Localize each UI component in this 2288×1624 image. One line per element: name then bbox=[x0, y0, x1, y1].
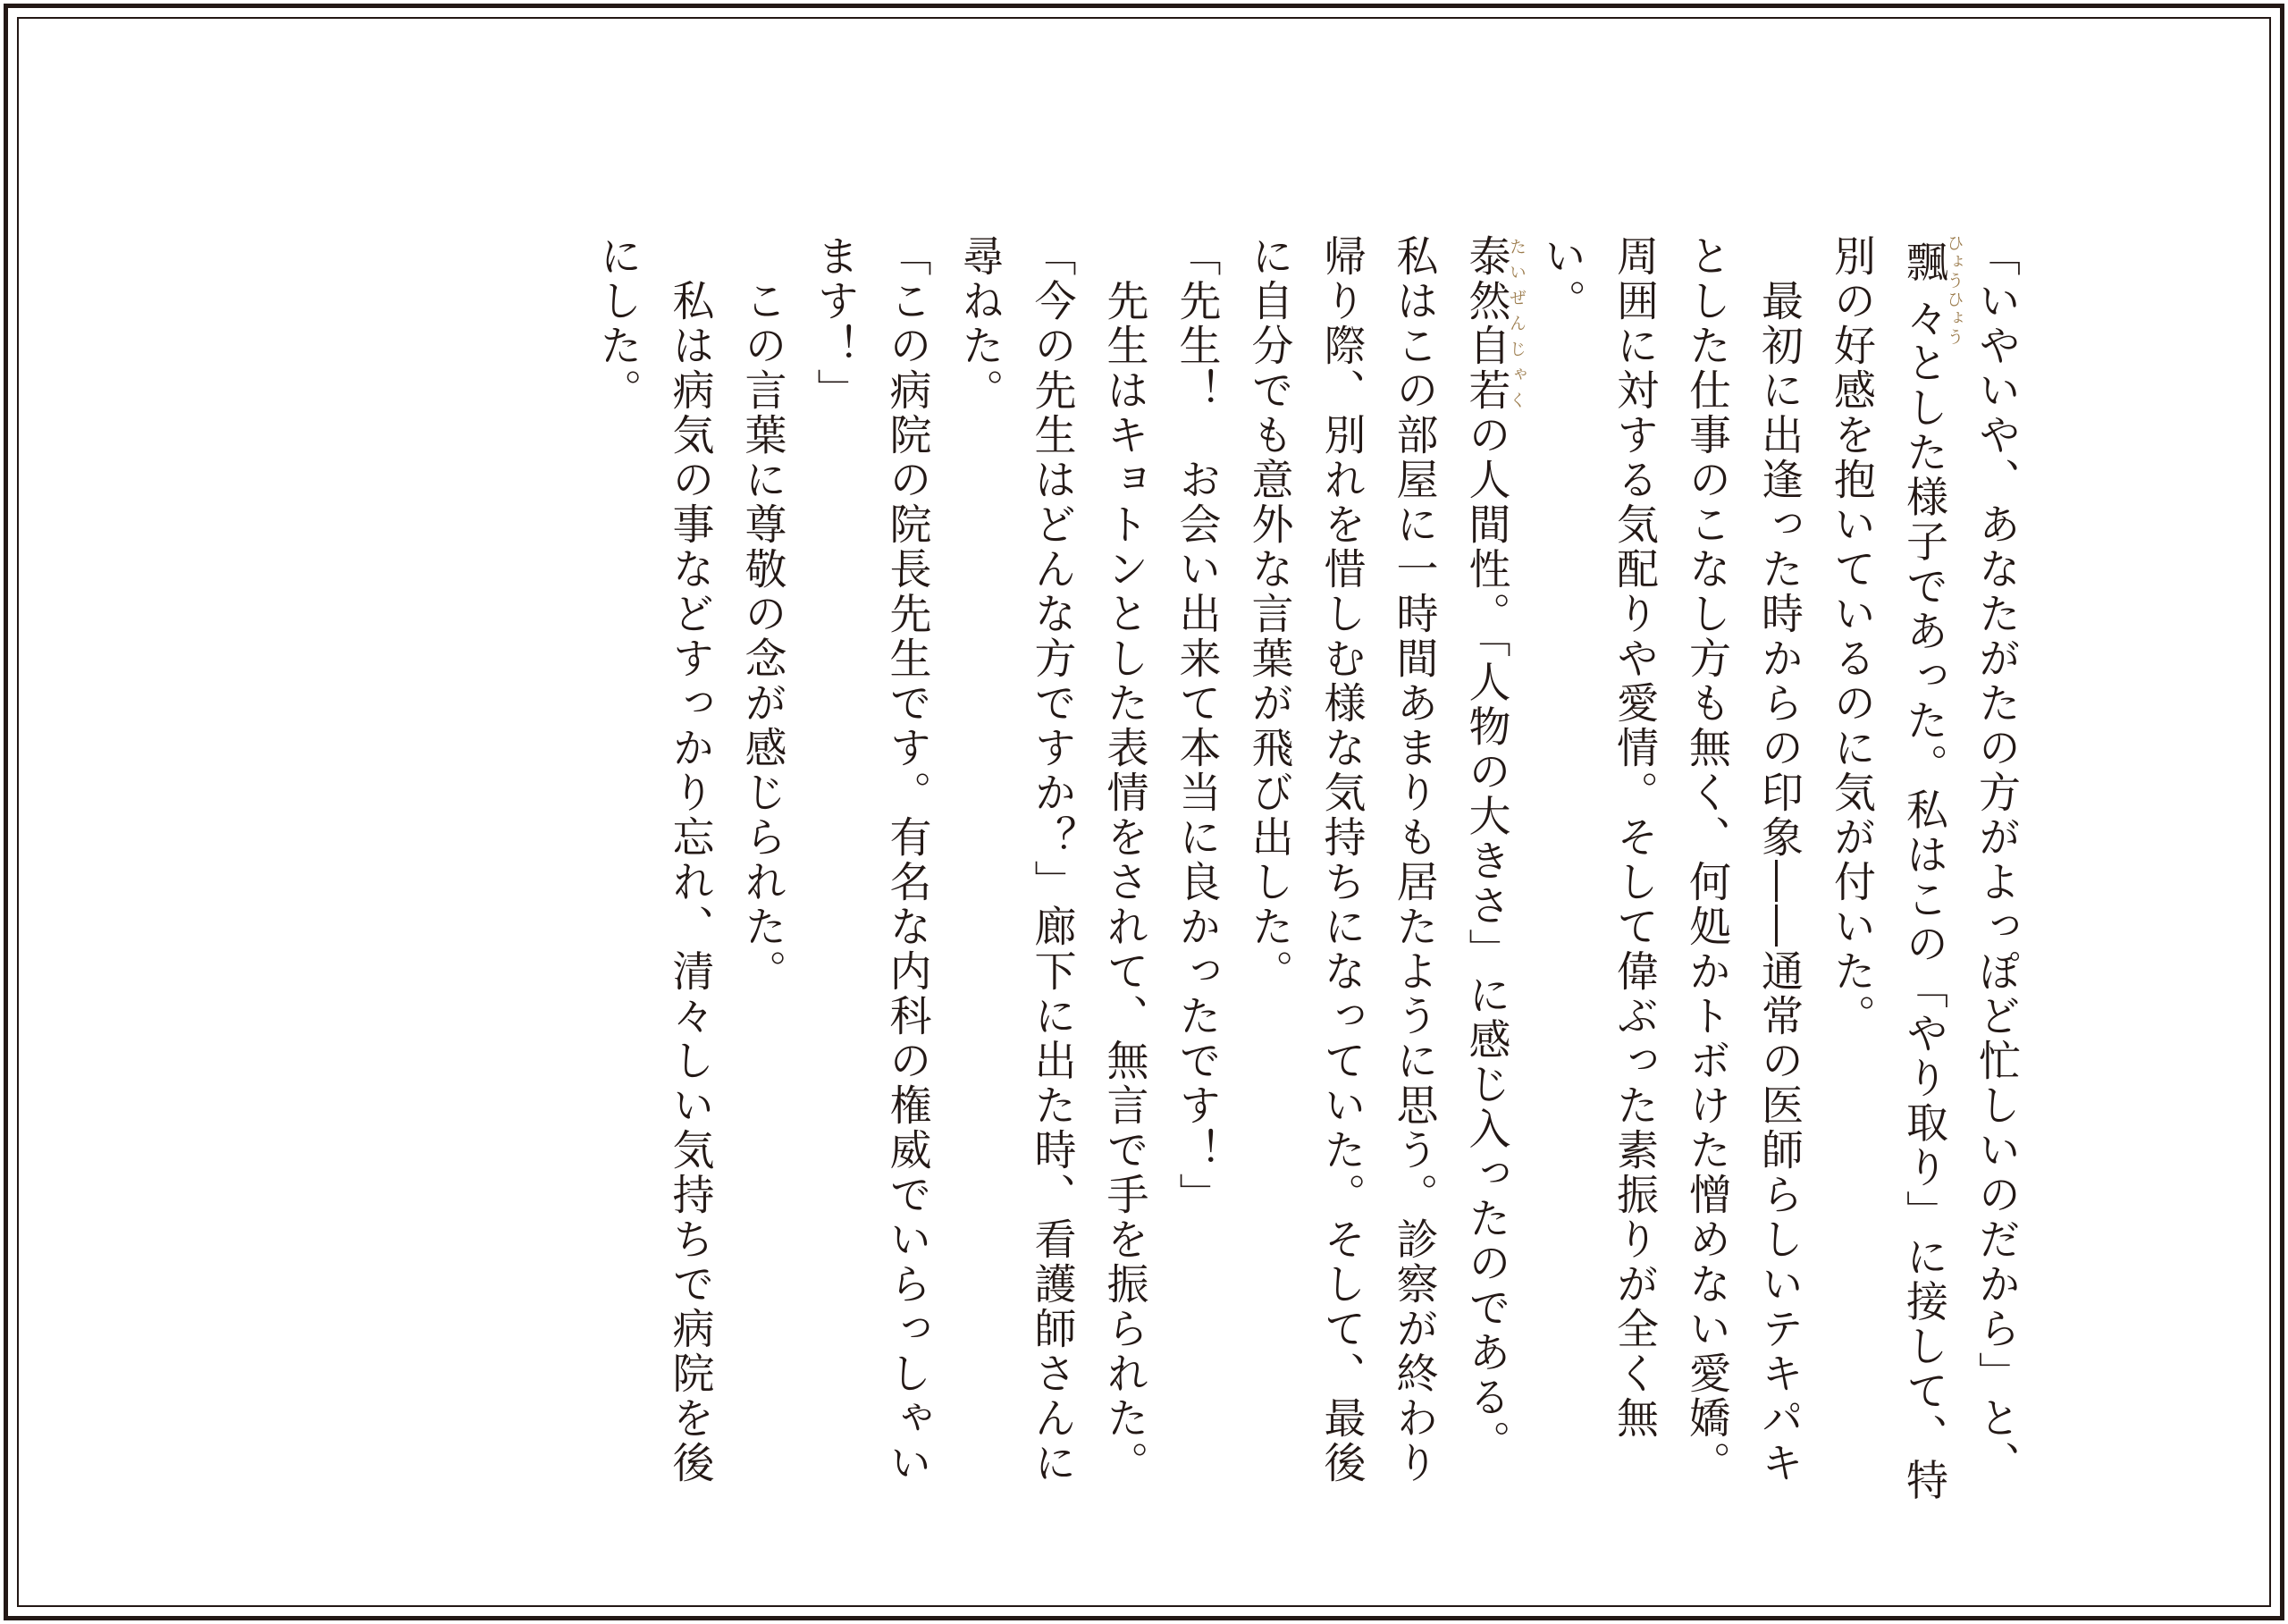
paragraph-5: 先生はキョトンとした表情をされて、無言で手を振られた。 bbox=[1099, 234, 1149, 1485]
paragraph-2: 最初に出逢った時からの印象――通常の医師らしいテキパキとした仕事のこなし方も無く、何処かトボけた憎めない愛嬌。周囲に対する気配りや愛情。そして偉ぶった素振りが全く無い。 bbox=[1537, 234, 1804, 1485]
paragraph-4: 「先生！ お会い出来て本当に良かったです！」 bbox=[1172, 234, 1222, 1217]
vertical-text-body bbox=[582, 234, 2033, 1503]
paragraph-9: 私は病気の事などすっかり忘れ、清々しい気持ちで病院を後にした。 bbox=[593, 234, 715, 1485]
paragraph-1 bbox=[1815, 234, 2032, 1503]
paragraph-6: 「今の先生はどんな方ですか？」廊下に出た時、看護師さんに尋ねた。 bbox=[955, 234, 1077, 1485]
ruby-hyouhyou bbox=[1899, 234, 1964, 347]
ruby-reading: ひょうひょう bbox=[1944, 234, 1964, 347]
paragraph-text: の人間性。「人物の大きさ」に感じ入ったのである。私はこの部屋に一時間あまりも居たように思う。診察が終わり帰り際、別れを惜しむ様な気持ちになっていた。そして、最後に自分でも意外な言葉が飛び出した。 bbox=[1244, 234, 1511, 1485]
paragraph-8: この言葉に尊敬の念が感じられた。 bbox=[737, 234, 787, 994]
ruby-taizen bbox=[1461, 234, 1527, 413]
ruby-reading: たいぜんじゃく bbox=[1507, 234, 1527, 413]
ruby-base: 泰然自若 bbox=[1461, 234, 1511, 413]
paragraph-7: 「この病院の院長先生です。有名な内科の権威でいらっしゃいます！」 bbox=[810, 234, 932, 1485]
paragraph-text: 「いやいや、あなたがたの方がよっぽど忙しいのだから」と、 bbox=[1972, 234, 2021, 1485]
paragraph-3 bbox=[1233, 234, 1527, 1503]
ruby-base: 飄々 bbox=[1899, 234, 1948, 347]
paragraph-text: とした様子であった。私はこの「やり取り」に接して、特別の好感を抱いているのに気が付いた。 bbox=[1827, 234, 1948, 1503]
